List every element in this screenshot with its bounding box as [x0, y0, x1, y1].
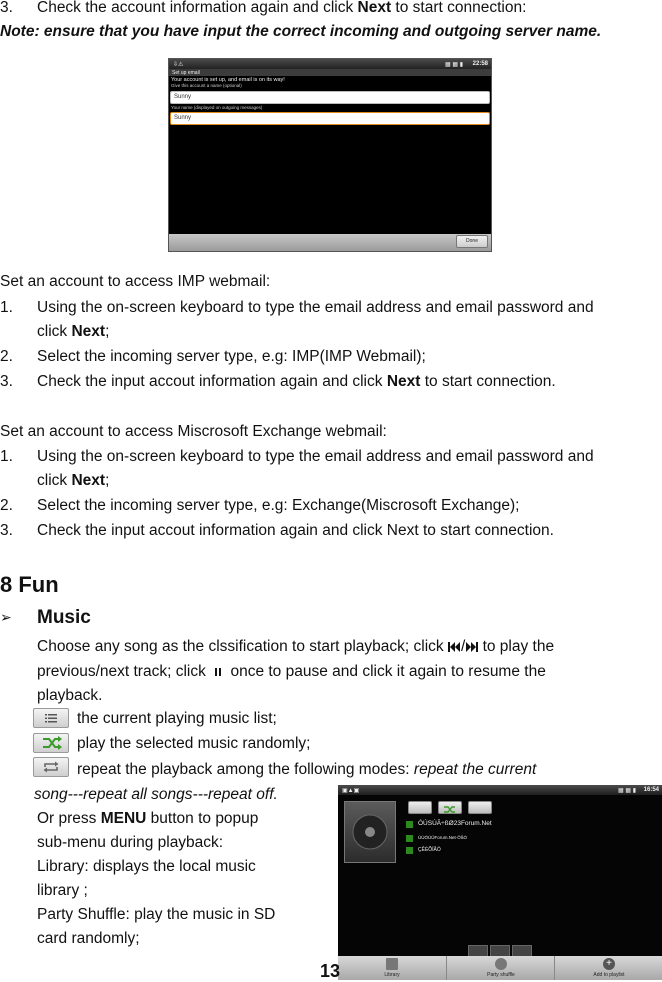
exchange-step3-number: 3. [0, 522, 13, 539]
display-name-label: Your name (displayed on outgoing messages) [171, 105, 263, 110]
imp-step1-number: 1. [0, 299, 13, 316]
exchange-step2-text: Select the incoming server type, e.g: Exchange(Miscrosoft Exchange); [37, 497, 520, 514]
imp-step1-cont-end: ; [105, 323, 110, 340]
previous-track-icon [448, 641, 461, 653]
account-name-value: Sunny [174, 94, 192, 100]
album-art [344, 801, 396, 863]
party-shuffle-line1: Party Shuffle: play the music in SD [37, 906, 276, 923]
menu-bold: MENU [100, 810, 147, 827]
imp-step1-next-bold: Next [71, 323, 106, 340]
page-number: 13 [320, 961, 341, 981]
server-name-note: Note: ensure that you have input the correct incoming and outgoing server name. [0, 23, 602, 40]
playlist-button-icon [33, 708, 69, 728]
music-para-line1 [37, 637, 554, 657]
party-shuffle-label: Party shuffle [487, 972, 515, 978]
exchange-step1-next-bold: Next [71, 472, 106, 489]
exchange-step3-text: Check the input accout information again and click Next to start connection. [37, 522, 554, 539]
imp-step1-text: Using the on-screen keyboard to type the email address and email password and [37, 299, 594, 316]
track-icon-1 [406, 821, 413, 828]
setup-complete-message: Your account is set up, and email is on its way! [171, 77, 285, 83]
exchange-step1-cont-end: ; [105, 472, 110, 489]
repeat-toggle[interactable] [468, 801, 492, 814]
party-shuffle-line2: card randomly; [37, 930, 140, 947]
imp-step3-text-end: to start connection. [420, 373, 556, 390]
exchange-heading: Set an account to access Miscrosoft Exchange webmail: [0, 423, 387, 440]
music-para-line3: playback. [37, 687, 103, 704]
bottom-button-bar [169, 234, 491, 251]
status-bar [338, 785, 662, 795]
imp-step3-number: 3. [0, 373, 13, 390]
options-menu [338, 956, 662, 980]
signal-battery-icons: ▦ ▦ ▮ [618, 788, 636, 794]
library-menu-item[interactable] [338, 956, 446, 980]
email-setup-screenshot [168, 58, 492, 252]
library-label: Library [384, 972, 400, 978]
imp-step1-cont-text: click [37, 323, 72, 340]
imp-step2-number: 2. [0, 348, 13, 365]
exchange-step2-number: 2. [0, 497, 13, 514]
track-title-2[interactable]: ÙÙÓÚÜForum.Net·ÕßÓ [418, 835, 468, 840]
imp-step1-cont [37, 322, 109, 342]
music-para2-text: previous/next track; click [37, 663, 211, 680]
screen-title: Set up email [172, 70, 200, 76]
signal-battery-icons: ▦ ▦ ▮ [445, 62, 463, 68]
account-name-label: Give this account a name (optional) [171, 83, 242, 88]
imp-heading: Set an account to access IMP webmail: [0, 273, 271, 290]
music-player-screenshot [338, 785, 662, 980]
party-shuffle-icon [495, 958, 507, 970]
music-para2-text-end: once to pause and click it again to resume the [226, 663, 546, 680]
shuffle-toggle[interactable] [438, 801, 462, 814]
music-para-line2 [37, 662, 546, 682]
repeat-text: repeat the playback among the following modes: [77, 761, 414, 778]
menu-line1 [37, 809, 258, 829]
status-bar [169, 59, 491, 69]
shuffle-button-icon [33, 733, 69, 753]
exchange-step1-text: Using the on-screen keyboard to type the email address and email password and [37, 448, 594, 465]
imp-step2-text: Select the incoming server type, e.g: IMP(IMP Webmail); [37, 348, 426, 365]
status-time: 22:58 [472, 61, 488, 67]
status-time: 16:54 [643, 787, 659, 793]
music-para-text: Choose any song as the clssification to start playback; click [37, 638, 448, 655]
menu-text-end: button to popup [146, 810, 259, 827]
library-icon [386, 958, 398, 970]
repeat-description [77, 760, 536, 780]
exchange-step1-cont-text: click [37, 472, 72, 489]
shuffle-description: play the selected music randomly; [77, 735, 311, 752]
section-title: 8 Fun [0, 572, 59, 597]
add-icon: + [603, 958, 615, 970]
playback-controls [468, 945, 532, 955]
next-track-icon [465, 641, 478, 653]
step3-number: 3. [0, 0, 13, 16]
track-title-3[interactable]: ÇÊÈÕÏÂÖ [418, 847, 441, 853]
bullet-arrow-icon: ➢ [0, 609, 12, 625]
party-shuffle-menu-item[interactable] [446, 956, 555, 980]
track-title-1[interactable]: ÓÚSÚÃ÷ßØ23Forum.Net [418, 820, 492, 827]
playlist-toggle[interactable] [408, 801, 432, 814]
usb-warning-icons: ⇩⚠ [173, 62, 184, 68]
add-to-playlist-label: Add to playlist [593, 972, 625, 978]
playlist-description: the current playing music list; [77, 710, 277, 727]
library-line1: Library: displays the local music [37, 858, 256, 875]
repeat-modes: song---repeat all songs---repeat off. [34, 786, 278, 803]
display-name-value: Sunny [174, 115, 192, 121]
step3-text: Check the account information again and click [37, 0, 358, 16]
repeat-mode-italic: repeat the current [413, 761, 537, 778]
repeat-button-icon [33, 757, 69, 777]
pause-icon [210, 667, 226, 677]
account-name-field[interactable] [170, 91, 490, 104]
music-heading: Music [37, 607, 91, 628]
notification-icons: ▣▲▣ [342, 788, 360, 794]
menu-line2: sub-menu during playback: [37, 834, 224, 851]
menu-text: Or press [37, 810, 101, 827]
imp-step3-text: Check the input accout information again and click [37, 373, 387, 390]
title-bar [169, 69, 491, 76]
done-button[interactable]: Done [456, 235, 488, 248]
music-para-text-end: to play the [478, 638, 555, 655]
step3-next-bold: Next [357, 0, 392, 16]
exchange-step1-number: 1. [0, 448, 13, 465]
display-name-field[interactable] [170, 112, 490, 125]
step3-text-end: to start connection: [391, 0, 527, 16]
library-line2: library ; [37, 882, 88, 899]
track-icon-3 [406, 847, 413, 854]
imp-step3-next-bold: Next [386, 373, 421, 390]
slash-separator: / [460, 638, 466, 655]
track-icon-2 [406, 835, 413, 842]
exchange-step1-cont [37, 471, 109, 491]
add-to-playlist-menu-item[interactable] [554, 956, 662, 980]
